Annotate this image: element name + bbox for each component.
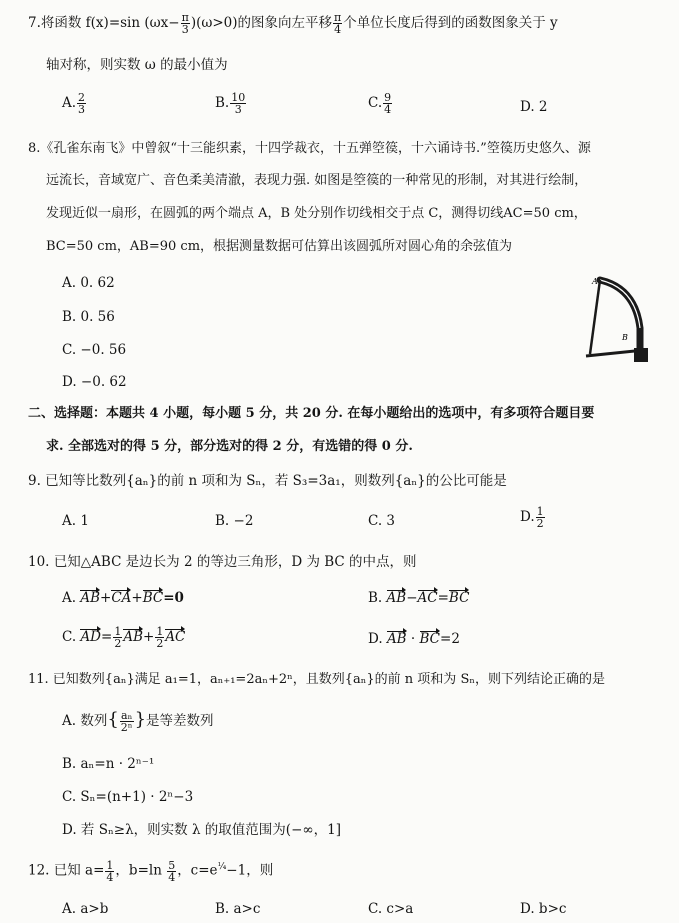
q7-stem-part: 个单位长度后得到的函数图象关于 y bbox=[343, 15, 558, 31]
q9-option-a[interactable]: A. 1 bbox=[62, 513, 89, 529]
q8-stem-line4: BC=50 cm，AB=90 cm，根据测量数据可估算出该圆弧所对圆心角的余弦值为 bbox=[46, 239, 513, 254]
q7-stem-part: )(ω>0)的图象向左平移 bbox=[190, 15, 333, 31]
q7-stem-part: (ωx− bbox=[144, 15, 180, 31]
q11-stem: 11. 已知数列{aₙ}满足 a₁=1，aₙ₊₁=2aₙ+2ⁿ，且数列{aₙ}的前 n 项和为 Sₙ，则下列结论正确的是 bbox=[28, 672, 605, 687]
q7-option-a[interactable]: A. $\frac{2}{3}$ bbox=[62, 91, 86, 116]
section2-header-line2: 求. 全部选对的得 5 分，部分选对的得 2 分，有选错的得 0 分. bbox=[46, 439, 413, 454]
harp-arc bbox=[600, 280, 640, 356]
q12-option-d[interactable]: D. b>c bbox=[520, 901, 567, 917]
harp-side-line bbox=[590, 280, 600, 354]
q8-option-b[interactable]: B. 0. 56 bbox=[62, 309, 115, 325]
q10-stem: 10. 已知△ABC 是边长为 2 的等边三角形，D 为 BC 的中点，则 bbox=[28, 554, 417, 570]
q8-option-c[interactable]: C. −0. 56 bbox=[62, 342, 127, 358]
q12-option-c[interactable]: C. c>a bbox=[368, 901, 414, 917]
q7-option-b[interactable]: B. $\frac{10}{3}$ bbox=[215, 91, 246, 116]
q9-stem: 9. 已知等比数列{aₙ}的前 n 项和为 Sₙ，若 S₃=3a₁，则数列{aₙ}的公比可能是 bbox=[28, 473, 507, 489]
q8-stem-line2: 远流长，音域宽广、音色柔美清澈，表现力强. 如图是箜篌的一种常见的形制，对其进行绘制， bbox=[46, 173, 588, 188]
q9-option-c[interactable]: C. 3 bbox=[368, 513, 396, 529]
q12-option-a[interactable]: A. a>b bbox=[62, 901, 109, 917]
q12-option-b[interactable]: B. a>c bbox=[215, 901, 261, 917]
q10-option-c[interactable]: C. AD= $\frac{1}{2}$ AB+ $\frac{1}{2}$ AC bbox=[62, 625, 186, 650]
q7-stem-line2: 轴对称，则实数 ω 的最小值为 bbox=[46, 57, 228, 73]
q8-stem-line3: 发现近似一扇形，在圆弧的两个端点 A，B 处分别作切线相交于点 C，测得切线AC=50 cm， bbox=[46, 206, 587, 221]
q8-option-d[interactable]: D. −0. 62 bbox=[62, 374, 127, 390]
q10-option-d[interactable]: D. AB · BC=2 bbox=[368, 631, 460, 647]
q10-option-b[interactable]: B. AB−AC=BC bbox=[368, 590, 470, 606]
q9-option-d[interactable]: D. $\frac{1}{2}$ bbox=[520, 505, 544, 530]
q7-pi-over-3: $\frac{\pi}{3}$ bbox=[181, 11, 189, 36]
harp-foot bbox=[634, 348, 648, 362]
q7-option-d[interactable]: D. 2 bbox=[520, 99, 548, 115]
section2-header-line1: 二、选择题：本题共 4 小题，每小题 5 分，共 20 分. 在每小题给出的选项中，有多项符合题目要 bbox=[28, 406, 595, 421]
q7-stem-part: 7.将函数 f(x)=sin bbox=[28, 15, 141, 31]
q7-stem bbox=[28, 12, 558, 35]
q11-option-d[interactable]: D. 若 Sₙ≥λ，则实数 λ 的取值范围为(−∞，1] bbox=[62, 822, 341, 838]
q11-option-c[interactable]: C. Sₙ=(n+1) · 2ⁿ−3 bbox=[62, 789, 194, 805]
q11-option-a[interactable]: A. 数列{ $\frac{\text{aₙ}}{\text{2ⁿ}}$ }是等差数列 bbox=[62, 709, 214, 734]
q12-stem: 12. 已知 a= $\frac{1}{4}$ ，b=ln $\frac{5}{4}$ ，$c=e^{\frac{1}{4}}-1$，则 bbox=[28, 858, 274, 884]
q11-option-b[interactable]: B. aₙ=n · 2ⁿ⁻¹ bbox=[62, 756, 155, 772]
harp-label-b: B bbox=[622, 333, 628, 342]
q8-stem-line1: 8.《孔雀东南飞》中曾叙“十三能织素，十四学裁衣，十五弹箜篌，十六诵诗书.”箜篌历史悠久、源 bbox=[28, 141, 591, 156]
q9-option-b[interactable]: B. −2 bbox=[215, 513, 254, 529]
q7-option-c[interactable]: C. $\frac{9}{4}$ bbox=[368, 91, 392, 116]
q10-option-a[interactable]: A. AB+CA+BC=0 bbox=[62, 590, 184, 606]
q7-shift-fraction: $\frac{\pi}{4}$ bbox=[334, 11, 342, 36]
q8-option-a[interactable]: A. 0. 62 bbox=[62, 275, 115, 291]
harp-figure bbox=[580, 268, 660, 368]
harp-label-a: A bbox=[592, 277, 598, 286]
